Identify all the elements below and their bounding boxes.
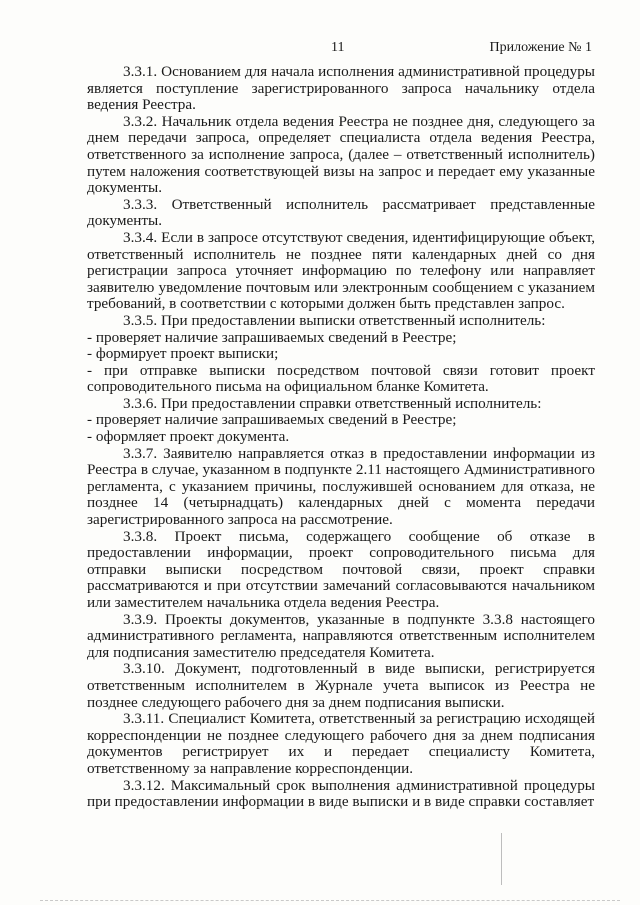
paragraph: 3.3.5. При предоставлении выписки ответственный исполнитель: (123, 311, 546, 329)
list-item: - формирует проект выписки; (87, 345, 279, 363)
paragraph: 3.3.1. Основанием для начала исполнения административной процедуры является поступление зарегистрированного запроса начальнику отдела ведения Реестра. (87, 63, 595, 114)
paragraph: 3.3.10. Документ, подготовленный в виде выписки, регистрируется ответственным исполнителем в Журнале учета выписок из Реестра не позднее следующего рабочего дня за днем подписания выписки. (87, 660, 595, 711)
paragraph: 3.3.7. Заявителю направляется отказ в предоставлении информации из Реестра в случае, указанном в подпункте 2.11 настоящего Административного регламента, с указанием причины, послужившей основанием для отказа, не позднее 14 (четырнадцать) календарных дней с момента передачи зарегистрированного запроса на рассмотрение. (87, 444, 595, 529)
list-item: - оформляет проект документа. (87, 428, 290, 446)
page-number: 11 (331, 40, 345, 55)
scan-artifact-line (501, 833, 502, 885)
list-item: - проверяет наличие запрашиваемых сведений в Реестре; (87, 328, 457, 346)
paragraph: 3.3.12. Максимальный срок выполнения административной процедуры при предоставлении информации в виде выписки и в виде справки составляет (87, 776, 595, 811)
paragraph: 3.3.9. Проекты документов, указанные в подпункте 3.3.8 настоящего административного регламента, направляются ответственным исполнителем для подписания заместителю председателя Комитета. (87, 610, 595, 661)
list-item: - проверяет наличие запрашиваемых сведений в Реестре; (87, 411, 457, 429)
paragraph: 3.3.11. Специалист Комитета, ответственный за регистрацию исходящей корреспонденции не позднее следующего рабочего дня за днем подписания документов регистрирует их и передает специалисту Комитета, ответственному за направление корреспонденции. (87, 710, 595, 777)
document-body (87, 64, 595, 811)
paragraph: 3.3.3. Ответственный исполнитель рассматривает представленные документы. (87, 195, 595, 230)
paragraph: 3.3.6. При предоставлении справки ответственный исполнитель: (123, 394, 542, 412)
paragraph: 3.3.4. Если в запросе отсутствуют сведения, идентифицирующие объект, ответственный исполнитель не позднее пяти календарных дней со дня регистрации запроса уточняет информацию по телефону или направляет заявителю уведомление почтовым или электронным сообщением с указанием требований, в соответствии с которыми должен быть представлен запрос. (87, 228, 595, 313)
appendix-label: Приложение № 1 (489, 40, 592, 55)
paragraph: 3.3.8. Проект письма, содержащего сообщение об отказе в предоставлении информации, проект сопроводительного письма для отправки выписки посредством почтовой связи, проект справки рассматриваются и при отсутствии замечаний согласовываются начальником или заместителем начальника отдела ведения Реестра. (87, 527, 595, 611)
page-bottom-edge (40, 900, 620, 901)
list-item: - при отправке выписки посредством почтовой связи готовит проект сопроводительного письма на официальном бланке Комитета. (87, 361, 595, 396)
paragraph: 3.3.2. Начальник отдела ведения Реестра не позднее дня, следующего за днем передачи запроса, определяет специалиста отдела ведения Реестра, ответственного за исполнение запроса, (далее – ответственный исполнитель) путем наложения соответствующей визы на запрос и передает ему указанные документы. (87, 112, 595, 197)
